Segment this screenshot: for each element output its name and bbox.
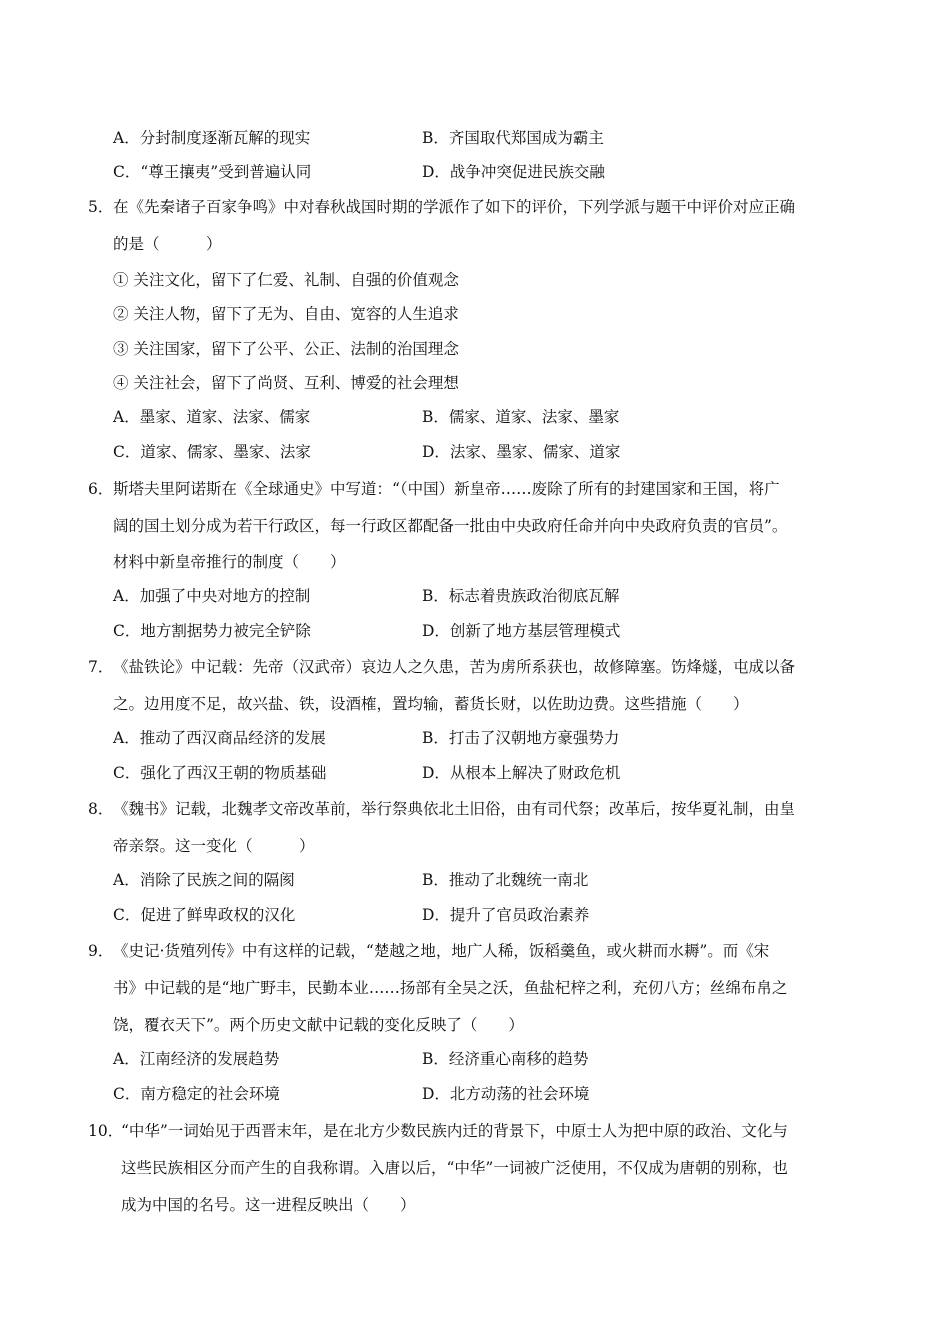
q5-stem-line1: 在《先秦诸子百家争鸣》中对春秋战国时期的学派作了如下的评价，下列学派与题干中评价对应正确 [113,198,796,216]
q7-option-c: C．强化了西汉王朝的物质基础 [113,764,327,782]
q9-stem-line2: 书》中记载的是“地广野丰，民勤本业……扬部有全吴之沃，鱼盐杞梓之利，充仞八方；丝绵布帛之 [113,979,788,997]
q9-stem-line1: 《史记·货殖列传》中有这样的记载，“楚越之地，地广人稀，饭稻羹鱼，或火耕而水耨”。而《宋 [113,942,770,960]
q7-number: 7． [88,658,114,676]
q10-number: 10． [88,1122,124,1140]
q6-option-c: C．地方割据势力被完全铲除 [113,622,311,640]
q7-stem-line2: 之。边用度不足，故兴盐、铁，设酒榷，置均输，蓄货长财，以佐助边费。这些措施（ ） [113,695,749,713]
q6-option-b: B．标志着贵族政治彻底瓦解 [422,587,620,605]
q8-option-b: B．推动了北魏统一南北 [422,871,589,889]
q9-number: 9． [88,942,114,960]
q5-statement-1: ① 关注文化，留下了仁爱、礼制、自强的价值观念 [113,271,459,289]
q8-option-c: C．促进了鲜卑政权的汉化 [113,906,296,924]
q5-option-c: C．道家、儒家、墨家、法家 [113,443,311,461]
q9-option-b: B．经济重心南移的趋势 [422,1050,589,1068]
q9-option-c: C．南方稳定的社会环境 [113,1085,280,1103]
q8-option-d: D．提升了官员政治素养 [422,906,590,924]
q6-stem-line1: 斯塔夫里阿诺斯在《全球通史》中写道：“（中国）新皇帝……废除了所有的封建国家和王国，将广 [113,480,780,498]
q6-option-a: A．加强了中央对地方的控制 [113,587,311,605]
q4-option-c: C．“尊王攘夷”受到普遍认同 [113,163,312,181]
q7-option-a: A．推动了西汉商品经济的发展 [113,729,326,747]
q5-option-a: A．墨家、道家、法家、儒家 [113,408,311,426]
q5-number: 5． [88,198,114,216]
q4-option-d: D．战争冲突促进民族交融 [422,163,605,181]
q8-stem-line1: 《魏书》记载，北魏孝文帝改革前，举行祭典依北土旧俗，由有司代祭；改革后，按华夏礼制，由皇 [113,800,796,818]
q10-stem-line2: 这些民族相区分而产生的自我称谓。入唐以后，“中华”一词被广泛使用，不仅成为唐朝的别称，也 [121,1159,788,1177]
q5-statement-3: ③ 关注国家，留下了公平、公正、法制的治国理念 [113,340,459,358]
q10-stem-line3: 成为中国的名号。这一进程反映出（ ） [121,1196,416,1214]
q7-stem-line1: 《盐铁论》中记载：先帝（汉武帝）哀边人之久患，苦为虏所系获也，故修障塞。饬烽燧，屯成以备 [113,658,796,676]
q4-option-a: A．分封制度逐渐瓦解的现实 [113,129,311,147]
q9-option-a: A．江南经济的发展趋势 [113,1050,280,1068]
q5-stem-line2: 的是（ ） [113,235,222,253]
q8-stem-line2: 帝亲祭。这一变化（ ） [113,837,315,855]
q6-number: 6． [88,480,114,498]
q8-number: 8． [88,800,114,818]
q9-stem-line3: 饶，覆衣天下”。两个历史文献中记载的变化反映了（ ） [113,1016,524,1034]
q5-option-b: B．儒家、道家、法家、墨家 [422,408,620,426]
q5-option-d: D．法家、墨家、儒家、道家 [422,443,621,461]
q5-statement-2: ② 关注人物，留下了无为、自由、宽容的人生追求 [113,305,459,323]
q7-option-b: B．打击了汉朝地方豪强势力 [422,729,620,747]
q9-option-d: D．北方动荡的社会环境 [422,1085,590,1103]
q6-stem-line3: 材料中新皇帝推行的制度（ ） [113,553,346,571]
q5-statement-4: ④ 关注社会，留下了尚贤、互利、博爱的社会理想 [113,374,459,392]
q6-option-d: D．创新了地方基层管理模式 [422,622,621,640]
q10-stem-line1: “中华”一词始见于西晋末年，是在北方少数民族内迁的背景下，中原士人为把中原的政治、文化与 [121,1122,788,1140]
q6-stem-line2: 阔的国土划分成为若干行政区，每一行政区都配备一批由中央政府任命并向中央政府负责的官员”。 [113,517,788,535]
q7-option-d: D．从根本上解决了财政危机 [422,764,621,782]
q8-option-a: A．消除了民族之间的隔阂 [113,871,295,889]
q4-option-b: B．齐国取代郑国成为霸主 [422,129,604,147]
